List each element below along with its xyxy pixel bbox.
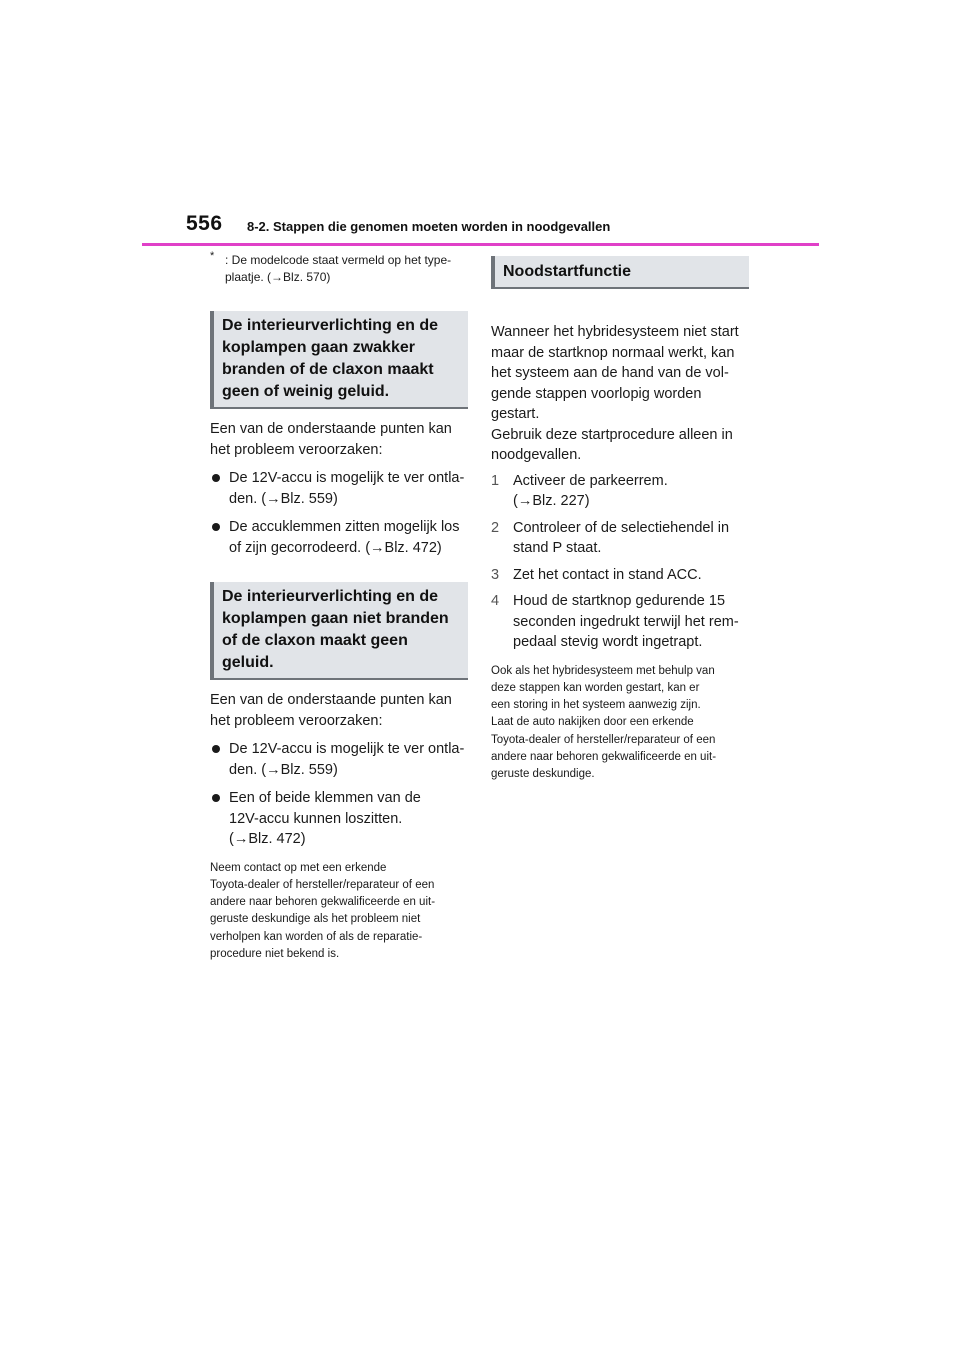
text-line: deze stappen kan worden gestart, kan er <box>491 681 700 694</box>
text-line: Toyota-dealer of hersteller/reparateur of een <box>491 733 716 746</box>
text-line: De 12V-accu is mogelijk te ver ontla- <box>229 741 465 757</box>
page-number: 556 <box>186 212 223 235</box>
section-title: 8-2. Stappen die genomen moeten worden in noodgevallen <box>247 219 611 234</box>
footnote-line: plaatje. (→Blz. 570) <box>225 270 331 284</box>
heading-line: Noodstartfunctie <box>503 263 631 280</box>
list-item <box>210 468 468 509</box>
step-number: 2 <box>491 519 500 536</box>
text-line: gende stappen voorlopig worden <box>491 385 702 402</box>
section-heading-emergency-start <box>491 256 749 289</box>
section1-intro <box>210 419 468 460</box>
text-line: pedaal stevig wordt ingetrapt. <box>513 634 703 650</box>
text-line: het probleem veroorzaken: <box>210 441 383 458</box>
left-column <box>210 252 468 963</box>
text-line: geruste deskundige als het probleem niet <box>210 913 421 926</box>
section2-note <box>210 860 468 964</box>
heading-line: De interieurverlichting en de <box>222 588 439 605</box>
text-line: andere naar behoren gekwalificeerde en uit- <box>210 896 436 909</box>
text-line: seconden ingedrukt terwijl het rem- <box>513 613 739 630</box>
text-line: Activeer de parkeerrem. <box>513 472 668 489</box>
footnote <box>210 252 468 292</box>
step-item <box>491 591 749 653</box>
step-number: 3 <box>491 566 500 583</box>
text-line: gestart. <box>491 406 540 422</box>
text-line: De 12V-accu is mogelijk te ver ontla- <box>229 470 465 486</box>
list-item <box>210 517 468 558</box>
step-number: 4 <box>491 593 500 609</box>
text-line: een storing in het systeem aanwezig zijn. <box>491 699 701 712</box>
emergency-start-intro <box>491 322 749 466</box>
text-line: procedure niet bekend is. <box>210 947 340 960</box>
heading-line: branden of de claxon maakt <box>222 361 434 378</box>
text-line: Wanneer het hybridesysteem niet start <box>491 324 739 340</box>
text-line: verholpen kan worden of als de reparatie- <box>210 930 423 943</box>
step-item <box>491 471 749 512</box>
right-column <box>491 256 749 784</box>
text-line: maar de startknop normaal werkt, kan <box>491 344 735 361</box>
step-number: 1 <box>491 472 500 489</box>
footnote-mark: * <box>210 250 215 262</box>
text-line: stand P staat. <box>513 540 602 556</box>
heading-line: geen of weinig geluid. <box>222 383 390 400</box>
text-line: Toyota-dealer of hersteller/reparateur of een <box>210 878 435 891</box>
header-divider <box>142 243 819 246</box>
text-line: geruste deskundige. <box>491 768 595 781</box>
heading-line: De interieurverlichting en de <box>222 317 439 334</box>
text-line: 12V-accu kunnen loszitten. <box>229 810 403 827</box>
text-line: (→Blz. 227) <box>513 493 590 509</box>
text-line: Een van de onderstaande punten kan <box>210 692 452 708</box>
bullet-dot <box>212 745 220 753</box>
heading-line: geluid. <box>222 654 274 671</box>
text-line: Een of beide klemmen van de <box>229 790 421 806</box>
text-line: noodgevallen. <box>491 447 582 463</box>
section-heading-no-lights <box>210 582 468 680</box>
text-line: (→Blz. 472) <box>229 831 306 847</box>
text-line: Laat de auto nakijken door een erkende <box>491 716 694 729</box>
text-line: Controleer of de selectiehendel in <box>513 519 730 536</box>
list-item <box>210 739 468 780</box>
section-heading-dim-lights <box>210 311 468 409</box>
text-line: Gebruik deze startprocedure alleen in <box>491 426 733 443</box>
text-line: of zijn gecorrodeerd. (→Blz. 472) <box>229 539 442 556</box>
page-header <box>0 0 960 250</box>
heading-line: of de claxon maakt geen <box>222 632 408 649</box>
text-line: De accuklemmen zitten mogelijk los <box>229 519 460 535</box>
text-line: Ook als het hybridesysteem met behulp van <box>491 664 715 677</box>
text-line: Neem contact op met een erkende <box>210 861 387 874</box>
text-line: Houd de startknop gedurende 15 <box>513 593 726 609</box>
text-line: het systeem aan de hand van de vol- <box>491 365 729 381</box>
bullet-dot <box>212 474 220 482</box>
text-line: Zet het contact in stand ACC. <box>513 566 702 583</box>
section2-intro <box>210 690 468 731</box>
step-item <box>491 518 749 559</box>
text-line: Een van de onderstaande punten kan <box>210 421 452 437</box>
text-line: het probleem veroorzaken: <box>210 712 383 729</box>
text-line: andere naar behoren gekwalificeerde en uit- <box>491 750 717 763</box>
emergency-start-note <box>491 663 749 784</box>
text-line: den. (→Blz. 559) <box>229 490 338 507</box>
heading-line: koplampen gaan niet branden <box>222 610 449 627</box>
step-item <box>491 565 749 586</box>
list-item <box>210 788 468 850</box>
bullet-dot <box>212 523 220 531</box>
heading-line: koplampen gaan zwakker <box>222 339 415 356</box>
bullet-dot <box>212 794 220 802</box>
footnote-line: : De modelcode staat vermeld op het type- <box>225 253 452 267</box>
text-line: den. (→Blz. 559) <box>229 761 338 778</box>
